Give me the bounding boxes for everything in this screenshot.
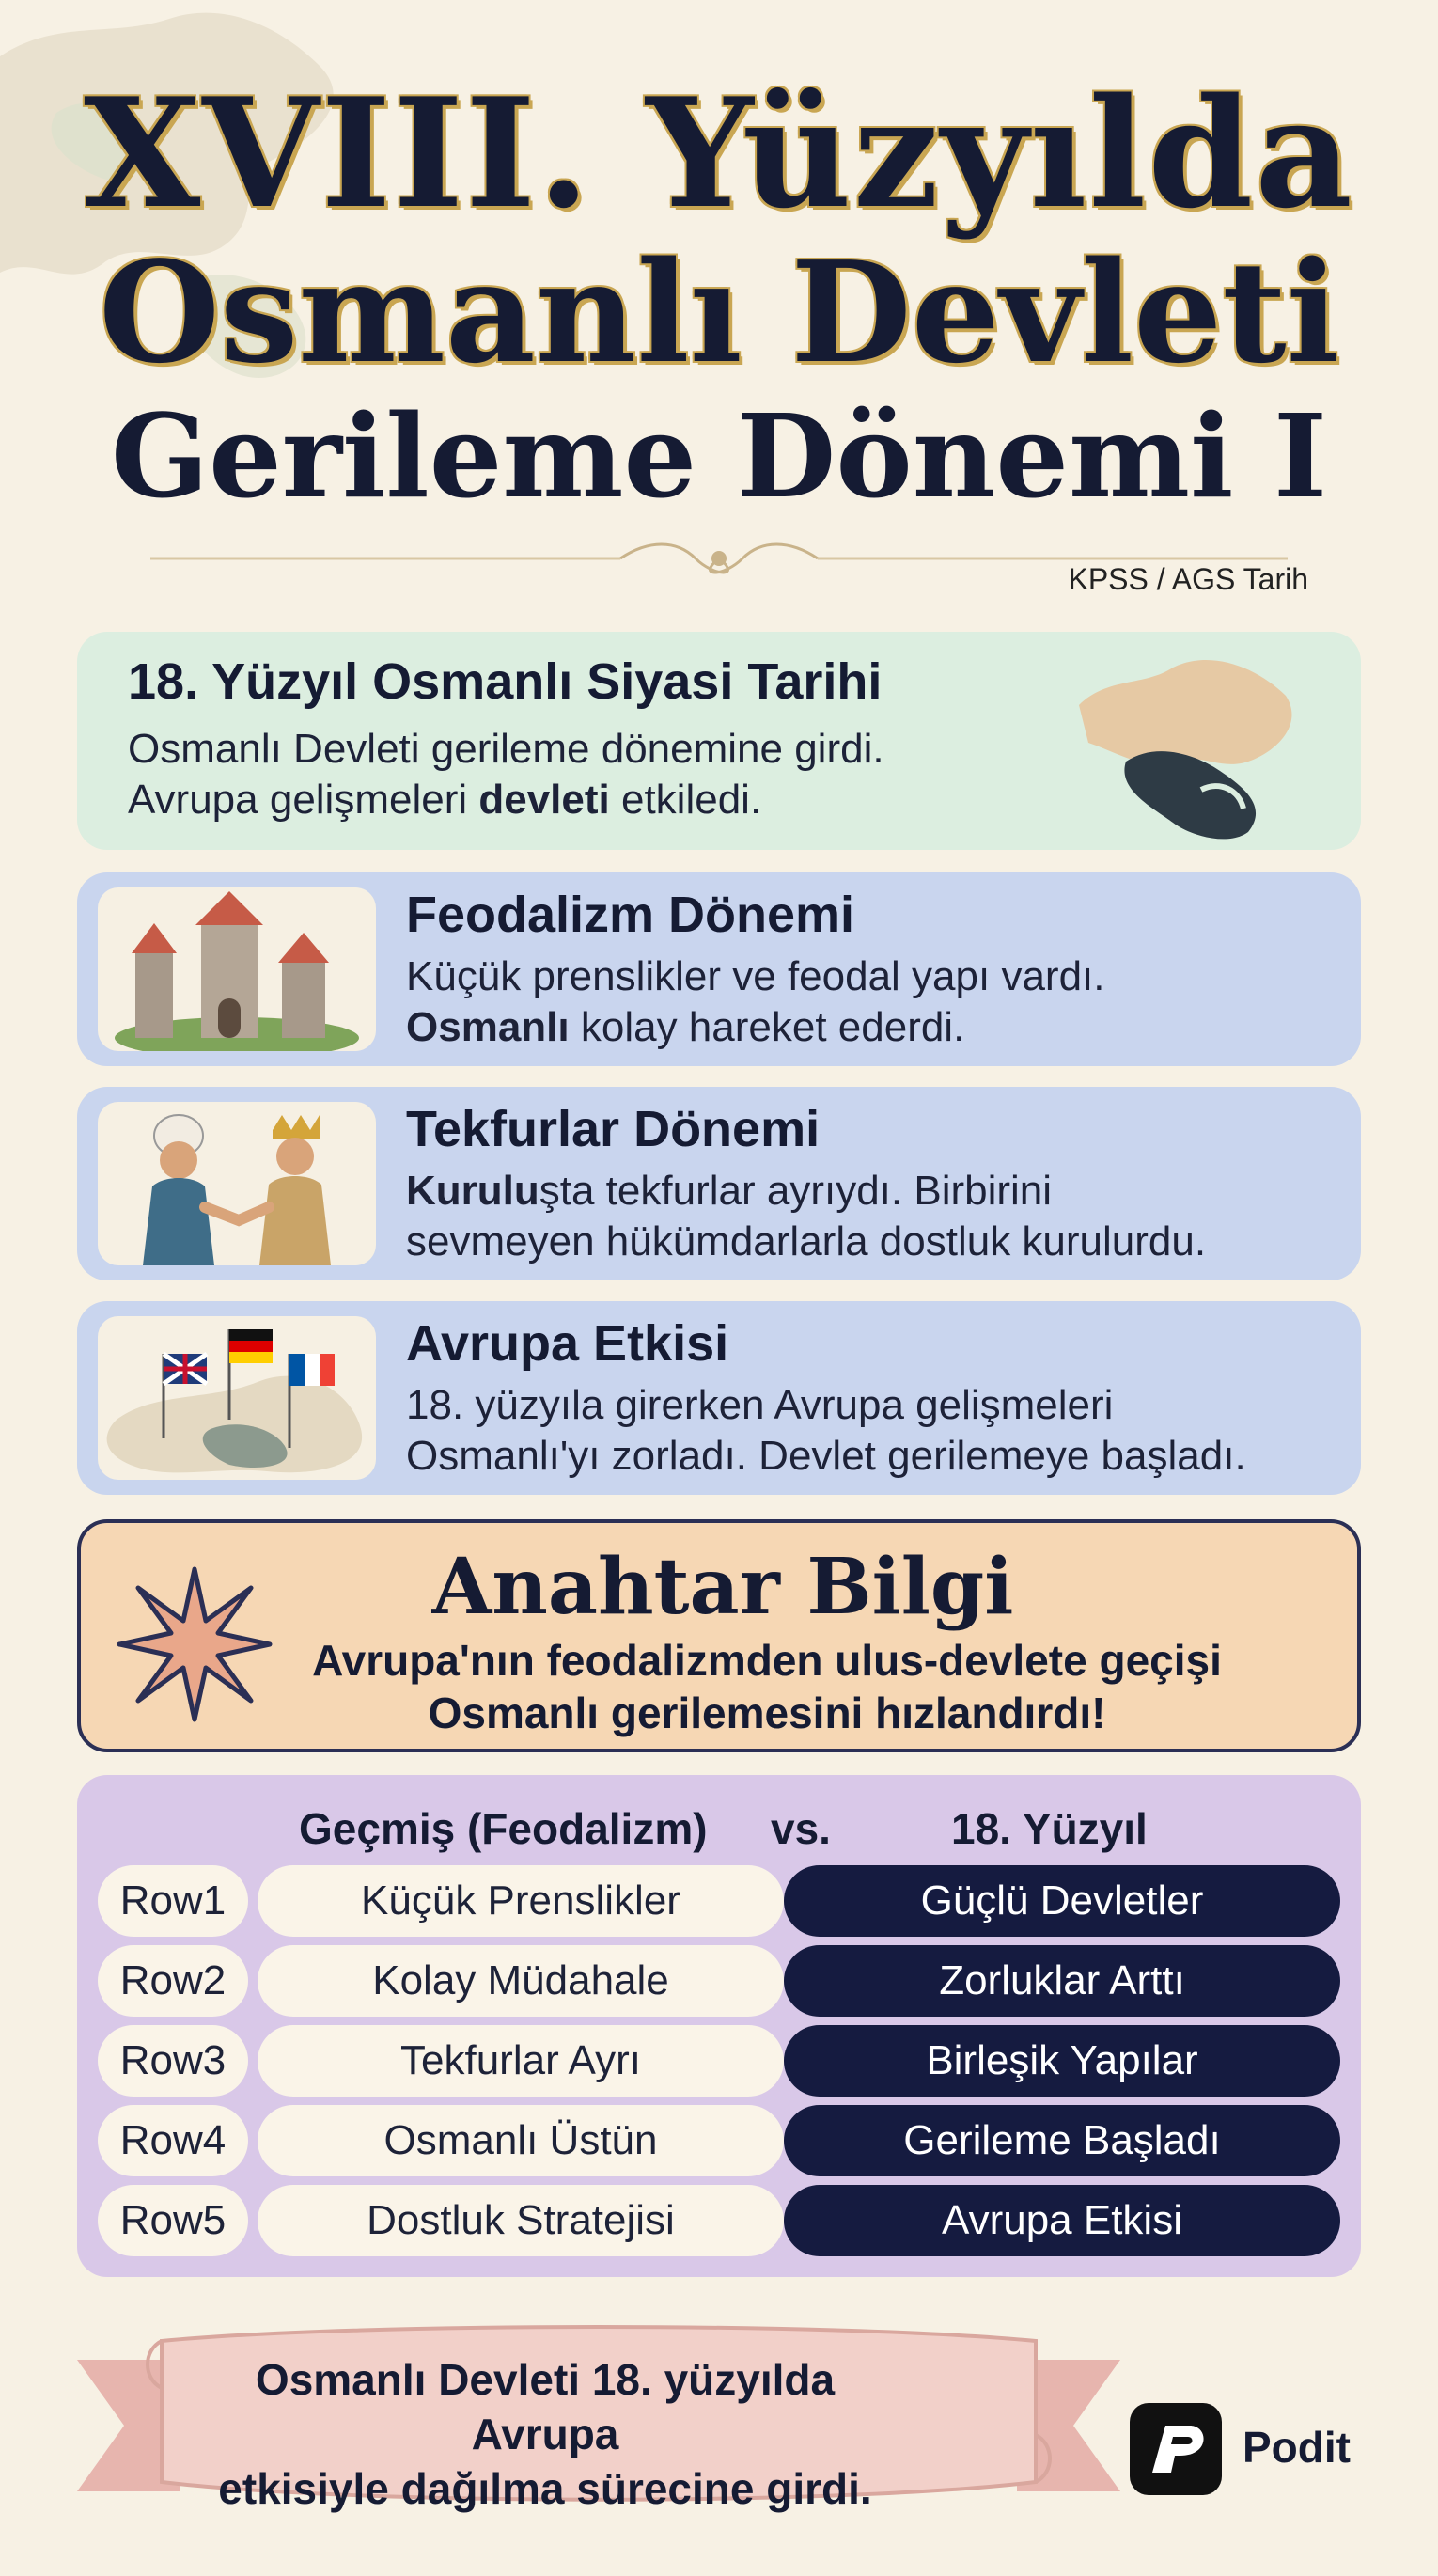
row-label: Row3: [98, 2025, 248, 2097]
key-info-box: [77, 1519, 1361, 1752]
past-cell: Küçük Prenslikler: [258, 1865, 784, 1937]
intro-line-2: Avrupa gelişmeleri devleti etkiledi.: [128, 777, 762, 823]
handshake-icon: [98, 1102, 376, 1265]
key-info-title: Anahtar Bilgi: [431, 1542, 1014, 1632]
europe-map-icon: [1060, 649, 1314, 846]
europe-card: [77, 1301, 1361, 1495]
subject-label: KPSS / AGS Tarih: [1068, 562, 1308, 596]
brand-name: Podit: [1243, 2423, 1351, 2472]
feudalism-line-1: Küçük prenslikler ve feodal yapı vardı.: [406, 953, 1105, 999]
footer-line-1: Osmanlı Devleti 18. yüzyılda Avrupa: [255, 2355, 836, 2458]
handshake-thumbnail: [98, 1102, 376, 1265]
feudalism-title: Feodalizm Dönemi: [406, 887, 855, 943]
flags-map-icon: [98, 1316, 376, 1480]
row-label: Row1: [98, 1865, 248, 1937]
europe-title: Avrupa Etkisi: [406, 1315, 729, 1372]
europe-line-1: 18. yüzyıla girerken Avrupa gelişmeleri: [406, 1382, 1114, 1428]
tekfurs-line-1: Kuruluşta tekfurlar ayrıydı. Birbirini: [406, 1168, 1053, 1214]
row-label: Row2: [98, 1945, 248, 2017]
present-cell: Avrupa Etkisi: [784, 2185, 1340, 2256]
row-label: Row4: [98, 2105, 248, 2176]
comparison-left-header: Geçmiş (Feodalizm): [299, 1804, 708, 1853]
intro-card: [77, 632, 1361, 850]
podit-logo-icon: [1130, 2403, 1222, 2495]
comparison-vs: vs.: [771, 1804, 831, 1853]
title-line-2: Osmanlı Devleti: [99, 230, 1339, 394]
tekfurs-title: Tekfurlar Dönemi: [406, 1101, 821, 1157]
comparison-right-header: 18. Yüzyıl: [951, 1804, 1148, 1853]
past-cell: Dostluk Stratejisi: [258, 2185, 784, 2256]
key-info-line-2: Osmanlı gerilemesini hızlandırdı!: [428, 1689, 1106, 1737]
past-cell: Kolay Müdahale: [258, 1945, 784, 2017]
present-cell: Gerileme Başladı: [784, 2105, 1340, 2176]
past-cell: Osmanlı Üstün: [258, 2105, 784, 2176]
past-cell: Tekfurlar Ayrı: [258, 2025, 784, 2097]
feudalism-card: [77, 872, 1361, 1066]
flags-thumbnail: [98, 1316, 376, 1480]
europe-line-2: Osmanlı'yı zorladı. Devlet gerilemeye başladı.: [406, 1433, 1246, 1479]
castle-icon: [98, 887, 376, 1051]
footer-line-2: etkisiyle dağılma sürecine girdi.: [218, 2464, 872, 2513]
castle-thumbnail: [98, 887, 376, 1051]
comparison-table: [77, 1775, 1361, 2277]
footer-text: [179, 2352, 912, 2516]
present-cell: Birleşik Yapılar: [784, 2025, 1340, 2097]
row-label: Row5: [98, 2185, 248, 2256]
title-line-1: XVIII. Yüzyılda: [84, 65, 1354, 242]
present-cell: Zorluklar Arttı: [784, 1945, 1340, 2017]
present-cell: Güçlü Devletler: [784, 1865, 1340, 1937]
tekfurs-card: [77, 1087, 1361, 1280]
title-line-3: Gerileme Dönemi I: [110, 388, 1328, 524]
key-info-line-1: Avrupa'nın feodalizmden ulus-devlete geçişi: [312, 1636, 1222, 1685]
key-info-text: [297, 1634, 1237, 1739]
feudalism-line-2: Osmanlı kolay hareket ederdi.: [406, 1004, 965, 1050]
intro-title: 18. Yüzyıl Osmanlı Siyasi Tarihi: [128, 653, 883, 710]
intro-line-1: Osmanlı Devleti gerileme dönemine girdi.: [128, 726, 884, 772]
tekfurs-line-2: sevmeyen hükümdarlarla dostluk kurulurdu.: [406, 1218, 1207, 1264]
